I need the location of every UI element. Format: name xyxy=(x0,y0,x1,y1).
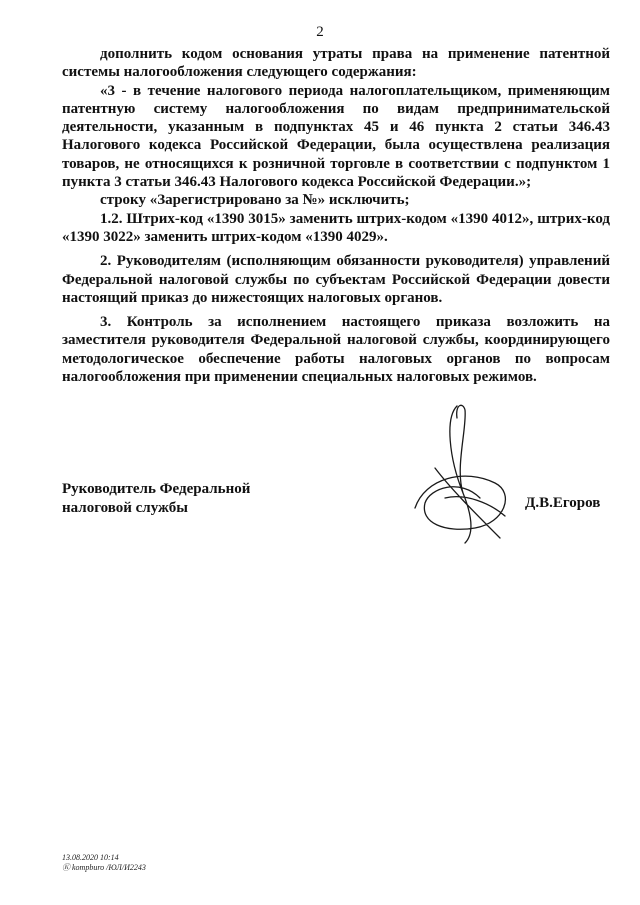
footer xyxy=(62,853,146,873)
signer-name: Д.В.Егоров xyxy=(525,495,601,511)
paragraph-barcode: 1.2. Штрих-код «1390 3015» заменить штрих-кодом «1390 4012», штрих-код «1390 3022» заменить штрих-кодом «1390 4029». xyxy=(62,210,610,245)
document-body xyxy=(62,45,610,386)
footer-ref: Ⓚ kompburo /ЮЛ/И2243 xyxy=(62,863,146,872)
paragraph-item-2: 2. Руководителям (исполняющим обязанности руководителя) управлений Федеральной налоговой службы по субъектам Российской Федерации довести настоящий приказ до нижестоящих налоговых органов. xyxy=(62,253,610,306)
signer-title-line1: Руководитель Федеральной xyxy=(62,481,251,497)
paragraph-item-3: 3. Контроль за исполнением настоящего приказа возложить на заместителя руководителя Федеральной налоговой службы, координирующего методологическое обеспечение работы налоговых органов по вопросам налогообложения при применении специальных налоговых режимов. xyxy=(62,314,610,386)
signer-title xyxy=(62,480,322,517)
page-number: 2 xyxy=(316,24,324,40)
paragraph-intro: дополнить кодом основания утраты права на применение патентной системы налогообложения следующего содержания: xyxy=(62,46,610,81)
paragraph-code-3: «3 - в течение налогового периода налогоплательщиком, применяющим патентную систему налогообложения по видам предпринимательской деятельности, указанным в подпунктах 45 и 46 пункта 2 статьи 346.43 Налогового кодекса Российской Федерации, была осуществлена реализация товаров, не относящихся к розничной торговле в соответствии с подпунктом 1 пункта 3 статьи 346.43 Налогового кодекса Российской Федерации.»; xyxy=(62,82,610,191)
signer-title-line2: налоговой службы xyxy=(62,499,188,516)
footer-timestamp: 13.08.2020 10:14 xyxy=(62,853,119,862)
handwritten-signature xyxy=(405,398,525,548)
paragraph-remove-line: строку «Зарегистрировано за №» исключить; xyxy=(100,192,410,209)
